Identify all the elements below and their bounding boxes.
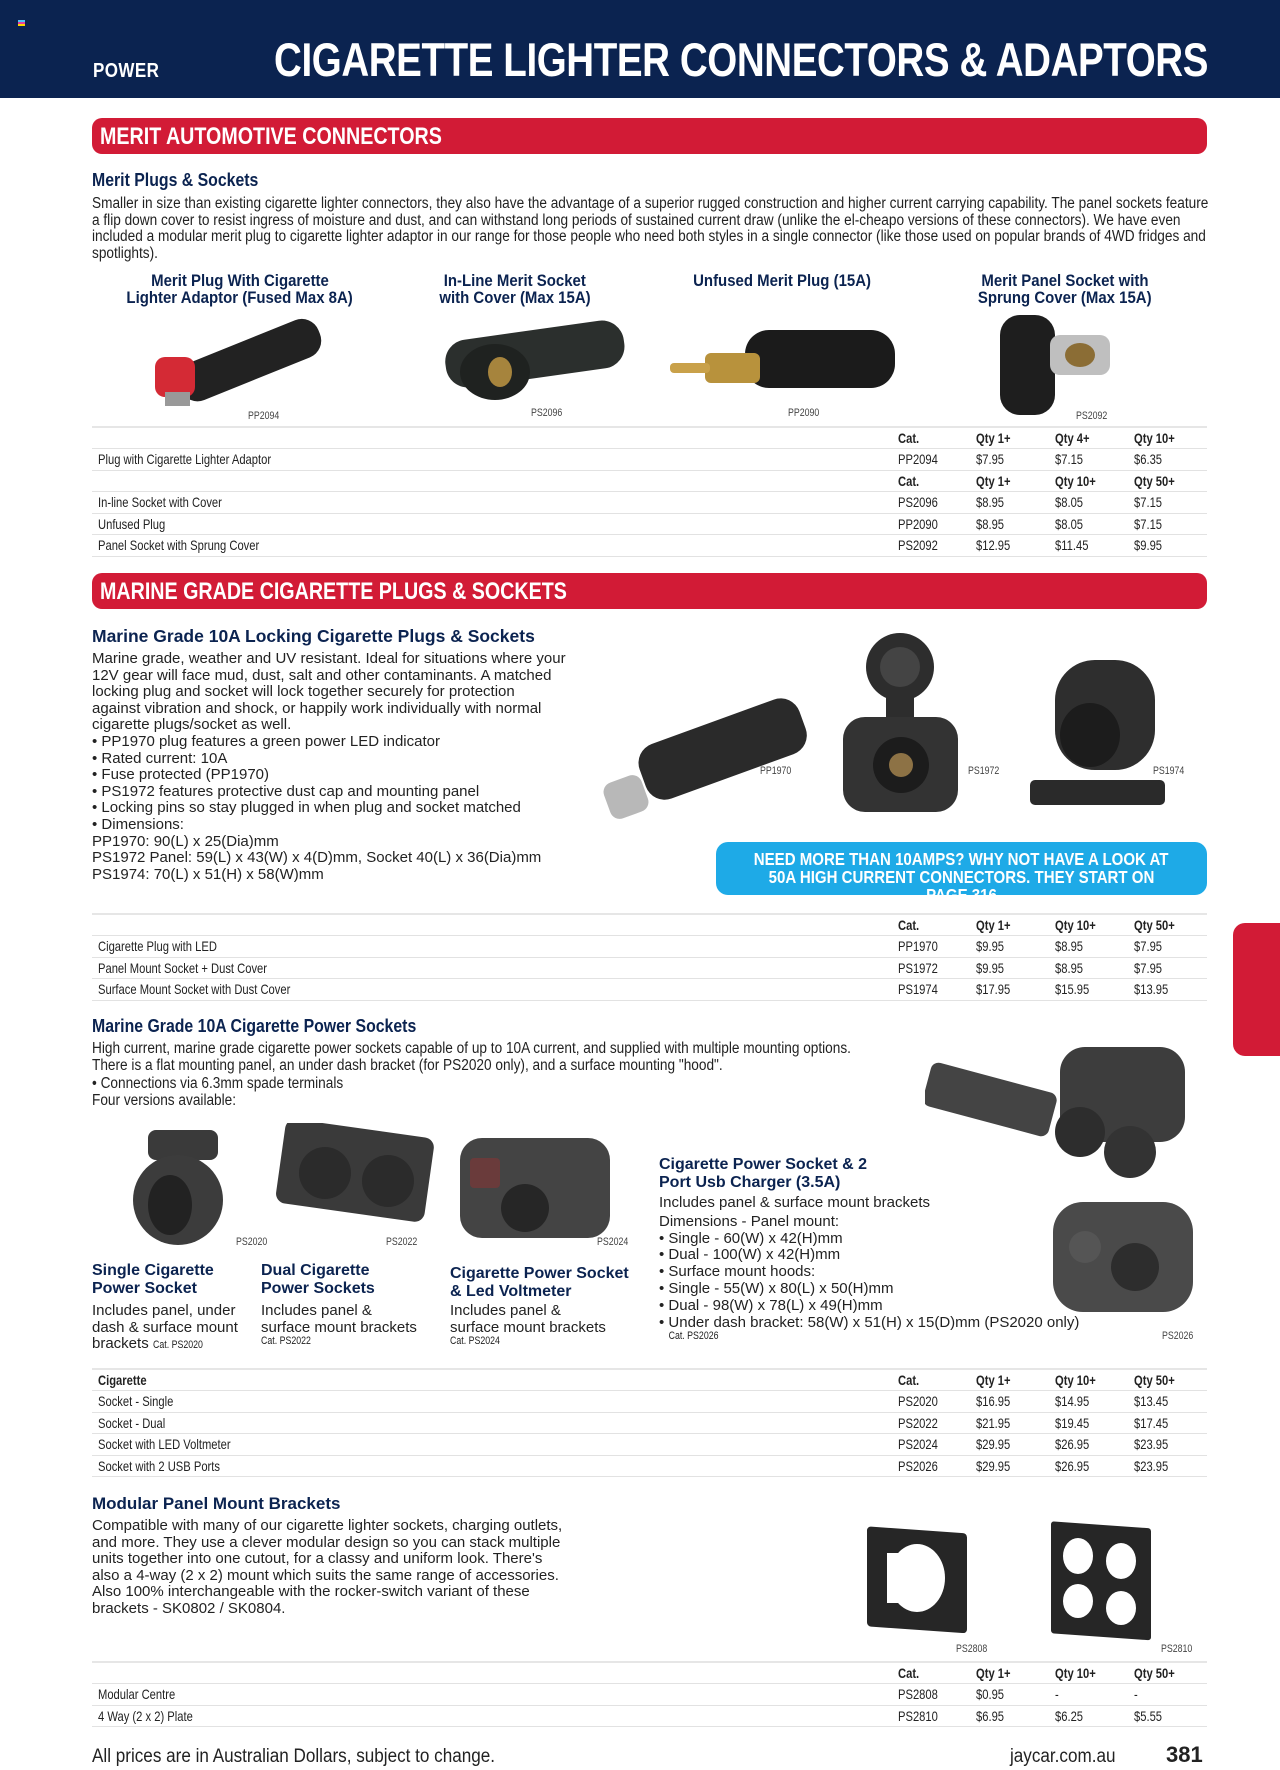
product-image-ps2022 [275, 1123, 435, 1223]
product-title-pp2094: Merit Plug With Cigarette Lighter Adaptor (Fused Max 8A) [126, 271, 354, 307]
product-desc-ps2022: Includes panel & surface mount brackets Cat. PS2022 [261, 1302, 417, 1347]
heading-marine-locking: Marine Grade 10A Locking Cigarette Plugs & Sockets [92, 626, 535, 646]
table-row: Unfused Plug PP2090 $8.95 $8.05 $7.15 [92, 513, 1207, 535]
table-header-row: Cat. Qty 1+ Qty 10+ Qty 50+ [92, 914, 1207, 936]
product-image-ps1972 [838, 617, 968, 822]
image-label: PS2020 [236, 1236, 268, 1248]
product-image-pp1970 [598, 690, 813, 825]
table-row: Plug with Cigarette Lighter Adaptor PP2094 $7.95 $7.15 $6.35 [92, 449, 1207, 471]
section-banner-marine: MARINE GRADE CIGARETTE PLUGS & SOCKETS [92, 573, 1207, 609]
image-label: PS2808 [956, 1643, 988, 1655]
table-row: Modular Centre PS2808 $0.95 - - [92, 1684, 1207, 1706]
footer-website-link[interactable]: jaycar.com.au [1010, 1746, 1116, 1767]
table-header-row: Cigarette Cat. Qty 1+ Qty 10+ Qty 50+ [92, 1369, 1207, 1391]
marine-locking-description: Marine grade, weather and UV resistant. Ideal for situations where your 12V gear will face mud, dust, salt and other contaminants. A matched locking plug and socket will lock together securely for protection against vibration and shock, or happily work individually with normal cigarette plugs/socket as well. • PP1970 plug features a green power LED indicator • Rated current: 10A • Fuse protected (PP1970) • PS1972 features protective dust cap and mounting panel • Locking pins so stay plugged in when plug and socket matched • Dimensions: PP1970: 90(L) x 25(Dia)mm PS1972 Panel: 59(L) x 43(W) x 4(D)mm, Socket 40(L) x 36(Dia)mm PS1974: 70(L) x 51(H) x 58(W)mm [92, 650, 566, 883]
table-row: Socket with 2 USB Ports PS2026 $29.95 $26.95 $23.95 [92, 1455, 1207, 1477]
product-image-pp2090 [665, 325, 905, 410]
product-title-ps2024: Cigarette Power Socket & Led Voltmeter [450, 1265, 629, 1300]
product-image-ps2020 [128, 1125, 243, 1250]
image-label: PP1970 [760, 765, 792, 777]
image-label: PS2092 [1076, 410, 1108, 422]
table-header-row: Cat. Qty 1+ Qty 10+ Qty 50+ [92, 470, 1207, 492]
product-title-ps2020: Single Cigarette Power Socket [92, 1262, 214, 1297]
table-row: Socket with LED Voltmeter PS2024 $29.95 $26.95 $23.95 [92, 1434, 1207, 1456]
category-label: POWER [93, 60, 160, 82]
product-desc-ps2024: Includes panel & surface mount brackets Cat. PS2024 [450, 1302, 606, 1347]
table-row: Socket - Dual PS2022 $21.95 $19.45 $17.45 [92, 1412, 1207, 1434]
heading-modular-brackets: Modular Panel Mount Brackets [92, 1494, 341, 1513]
table-row: Socket - Single PS2020 $16.95 $14.95 $13.45 [92, 1391, 1207, 1413]
page-number: 381 [1166, 1742, 1203, 1767]
section-side-tab [1233, 923, 1280, 1056]
section-banner-merit: MERIT AUTOMOTIVE CONNECTORS [92, 118, 1207, 154]
heading-merit-plugs: Merit Plugs & Sockets [92, 170, 259, 190]
image-label: PS2096 [531, 407, 563, 419]
product-image-ps2092 [995, 315, 1125, 425]
promo-high-current-link[interactable]: NEED MORE THAN 10AMPS? WHY NOT HAVE A LOOK AT 50A HIGH CURRENT CONNECTORS. THEY START ON PAGE 316 [716, 842, 1207, 895]
table-row: 4 Way (2 x 2) Plate PS2810 $6.95 $6.25 $5.55 [92, 1705, 1207, 1727]
product-title-ps2092: Merit Panel Socket with Sprung Cover (Max 15A) [978, 271, 1152, 307]
product-image-ps2810 [1046, 1516, 1156, 1641]
power-sockets-description: High current, marine grade cigarette power sockets capable of up to 10A current, and supplied with multiple mounting options. There is a flat mounting panel, an under dash bracket (for PS2020 only), and a surface mounting "hood". • Connections via 6.3mm spade terminals Four versions available: [92, 1040, 851, 1109]
table-row: Cigarette Plug with LED PP1970 $9.95 $8.95 $7.95 [92, 936, 1207, 958]
image-label: PP2094 [248, 410, 280, 422]
page-header [0, 0, 1280, 98]
table-row: In-line Socket with Cover PS2096 $8.95 $8.05 $7.15 [92, 492, 1207, 514]
image-label: PS1974 [1153, 765, 1185, 777]
product-image-ps2808 [862, 1518, 972, 1633]
table-header-row: Cat. Qty 1+ Qty 4+ Qty 10+ [92, 427, 1207, 449]
image-label: PS2022 [386, 1236, 418, 1248]
product-image-ps2096 [405, 320, 635, 415]
image-label: PS2810 [1161, 1643, 1193, 1655]
price-table-power-sockets [92, 1368, 1207, 1477]
table-row: Surface Mount Socket with Dust Cover PS1974 $17.95 $15.95 $13.95 [92, 979, 1207, 1001]
price-table-merit [92, 426, 1207, 557]
product-title-pp2090: Unfused Merit Plug (15A) [693, 271, 872, 290]
price-table-brackets [92, 1661, 1207, 1727]
merit-description: Smaller in size than existing cigarette lighter connectors, they also have the advantage of a superior rugged construction and higher current carrying capability. The panel sockets feature a flip down cover to resist ingress of moisture and dust, and can withstand long periods of sustained current draw (unlike the el-cheapo versions of these connectors). We have even included a modular merit plug to cigarette lighter adaptor in our range for those people who need both styles in a single connector (like those used on popular brands of 4WD fridges and spotlights). [92, 195, 1209, 262]
product-desc-ps2026: Includes panel & surface mount brackets Dimensions - Panel mount: • Single - 60(W) x 42(H)mm • Dual - 100(W) x 42(H)mm • Surface mount hoods: • Single - 55(W) x 80(L) x 50(H)mm • Dual - 98(W) x 78(L) x 49(H)mm • Under dash bracket: 58(W) x 51(H) x 15(D)mm (PS2020 only) Cat. PS2026 [659, 1194, 1080, 1343]
table-row: Panel Socket with Sprung Cover PS2092 $12.95 $11.45 $9.95 [92, 535, 1207, 557]
brackets-description: Compatible with many of our cigarette lighter sockets, charging outlets, and more. They use a clever modular design so you can stack multiple units together into one cutout, for a classy and uniform look. There's also a 4-way (2 x 2) mount which suits the same range of accessories. Also 100% interchangeable with the rocker-switch variant of these brackets - SK0802 / SK0804. [92, 1517, 563, 1617]
product-desc-ps2020: Includes panel, under dash & surface mount brackets Cat. PS2020 [92, 1302, 238, 1352]
image-label: PP2090 [788, 407, 820, 419]
product-title-ps2096: In-Line Merit Socket with Cover (Max 15A) [439, 271, 591, 307]
image-label: PS1972 [968, 765, 1000, 777]
product-image-ps1974 [1030, 655, 1170, 820]
table-header-row: Cat. Qty 1+ Qty 10+ Qty 50+ [92, 1662, 1207, 1684]
table-row: Panel Mount Socket + Dust Cover PS1972 $9.95 $8.95 $7.95 [92, 957, 1207, 979]
footer-price-note: All prices are in Australian Dollars, subject to change. [92, 1746, 496, 1767]
price-table-marine-locking [92, 913, 1207, 1001]
registration-mark-icon [18, 20, 25, 26]
image-label: PS2026 [1162, 1330, 1194, 1342]
product-image-pp2094 [135, 312, 335, 422]
image-label: PS2024 [597, 1236, 629, 1248]
product-image-ps2024 [455, 1133, 615, 1243]
page-title: CIGARETTE LIGHTER CONNECTORS & ADAPTORS [273, 33, 1208, 86]
product-title-ps2022: Dual Cigarette Power Sockets [261, 1262, 375, 1297]
product-title-ps2026: Cigarette Power Socket & 2 Port Usb Charger (3.5A) [659, 1156, 868, 1191]
heading-marine-power-sockets: Marine Grade 10A Cigarette Power Sockets [92, 1016, 417, 1036]
